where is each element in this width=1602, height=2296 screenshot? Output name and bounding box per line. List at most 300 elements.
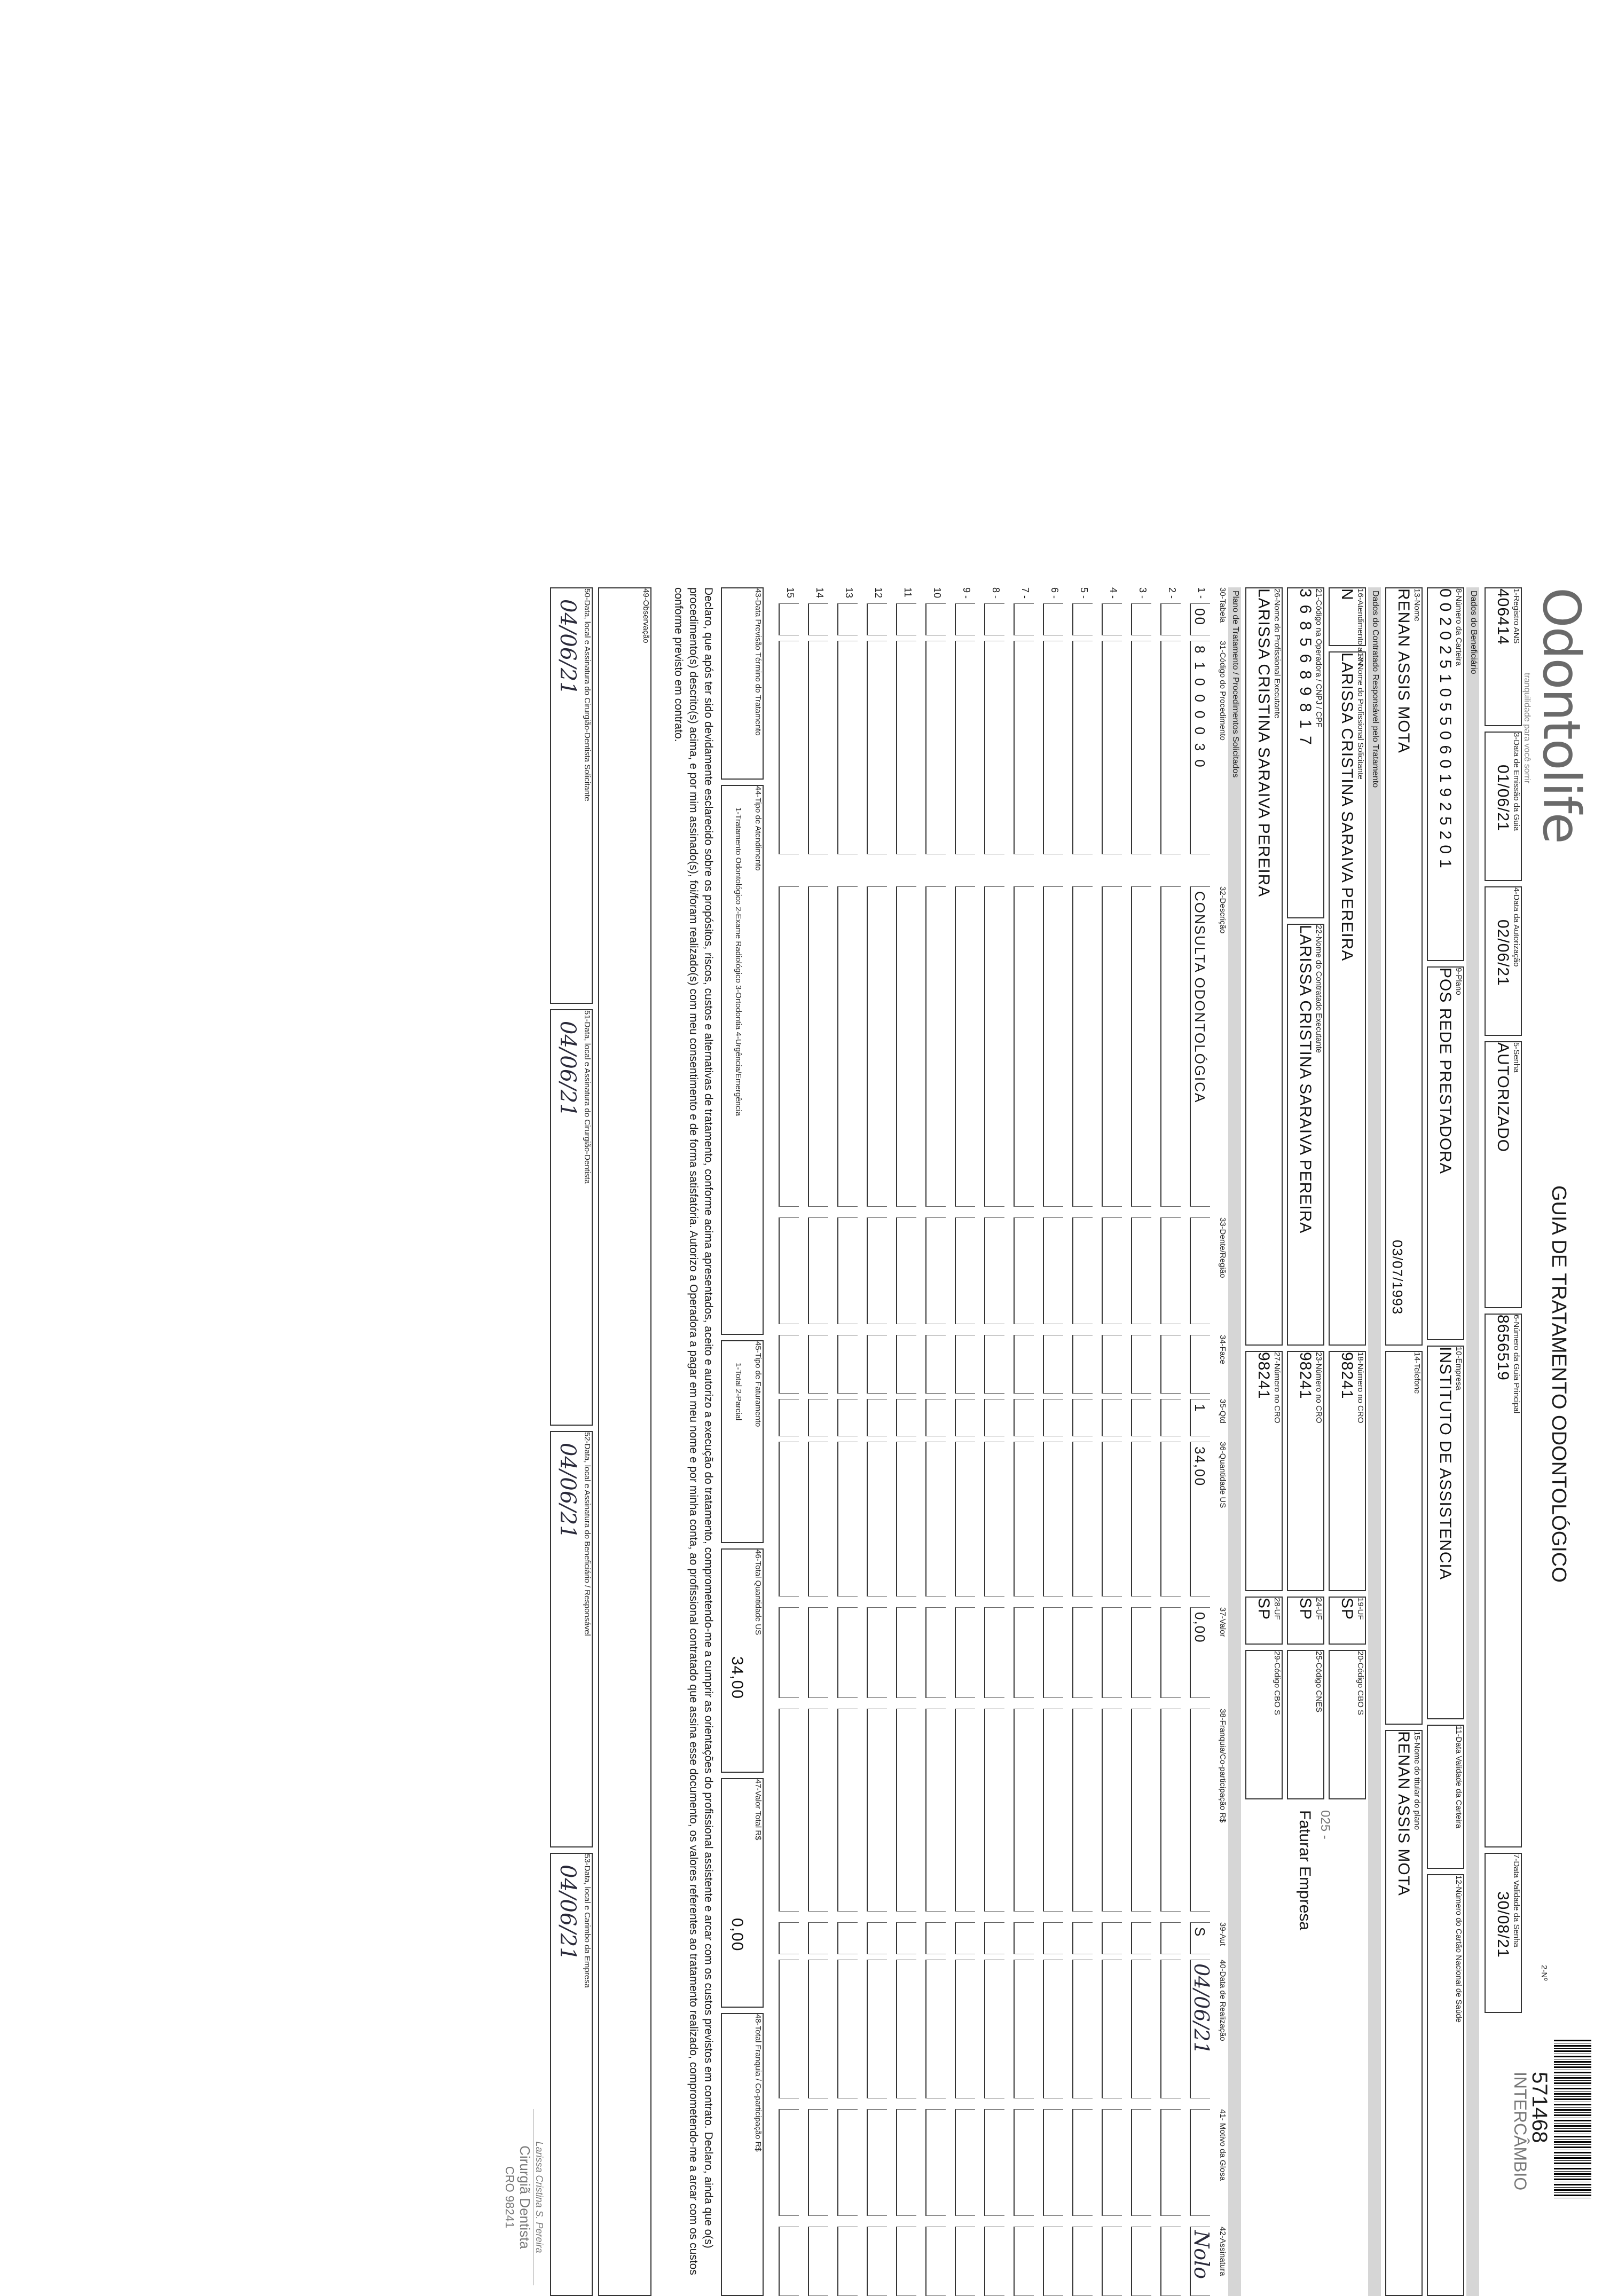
carteira-box bbox=[1427, 587, 1464, 961]
cell-qtd bbox=[1014, 1399, 1034, 1436]
cell-us bbox=[808, 1442, 828, 1597]
cell-franquia bbox=[1160, 1709, 1181, 1912]
row-number: 11 bbox=[902, 587, 913, 597]
stamp-cro: CRO 98241 bbox=[503, 2166, 516, 2229]
cell-codigo bbox=[1072, 641, 1093, 854]
cell-valor bbox=[808, 1607, 828, 1698]
cell-valor bbox=[955, 1607, 975, 1698]
sig53-box bbox=[550, 1853, 593, 2296]
cell-valor bbox=[984, 1607, 1004, 1698]
table-row bbox=[1067, 587, 1097, 2296]
cell-assinatura bbox=[984, 2227, 1004, 2296]
cell-glosa bbox=[1043, 2109, 1063, 2216]
cell-aut bbox=[1072, 1922, 1093, 1954]
cell-valor bbox=[1014, 1607, 1034, 1698]
header-qtd: 35-Qtd bbox=[1218, 1399, 1227, 1424]
cro23-label: 23-Número no CRO bbox=[1314, 1352, 1323, 1424]
cell-tabela bbox=[1131, 603, 1151, 635]
cell-assinatura bbox=[1131, 2227, 1151, 2296]
cell-franquia bbox=[837, 1709, 858, 1912]
cell-franquia bbox=[955, 1709, 975, 1912]
value-assinatura: Nolo bbox=[1190, 2230, 1213, 2279]
logo-tagline: tranquilidade para você sorrir bbox=[1522, 673, 1532, 784]
cell-codigo bbox=[1043, 641, 1063, 854]
cell-aut bbox=[1043, 1922, 1063, 1954]
cell-qtd bbox=[1190, 1399, 1210, 1436]
cell-descricao bbox=[896, 886, 916, 1207]
cell-data bbox=[1190, 1960, 1213, 2098]
cell-data bbox=[896, 1960, 916, 2098]
cell-data bbox=[1131, 1960, 1151, 2098]
cro-box bbox=[1329, 1351, 1366, 1591]
cell-face bbox=[955, 1335, 975, 1394]
cell-us bbox=[837, 1442, 858, 1597]
cell-assinatura bbox=[925, 2227, 946, 2296]
value-descricao: CONSULTA ODONTOLÓGICA bbox=[1192, 891, 1208, 1104]
uf24-box bbox=[1287, 1597, 1324, 1645]
cro27-box bbox=[1245, 1351, 1283, 1591]
cell-tabela bbox=[984, 603, 1004, 635]
cell-dente bbox=[896, 1217, 916, 1324]
cell-aut bbox=[1190, 1922, 1210, 1954]
valor-total-label: 47-Valor Total R$ bbox=[753, 1779, 763, 1841]
cell-us bbox=[1190, 1442, 1210, 1597]
cell-franquia bbox=[1131, 1709, 1151, 1912]
table-row bbox=[1009, 587, 1038, 2296]
plano-label: 9-Plano bbox=[1454, 968, 1463, 995]
cell-descricao bbox=[1072, 886, 1093, 1207]
prof-executante-label: 26-Nome do Profissional Executante bbox=[1273, 588, 1282, 719]
cell-descricao bbox=[1160, 886, 1181, 1207]
cell-franquia bbox=[984, 1709, 1004, 1912]
cell-assinatura bbox=[1190, 2227, 1213, 2296]
cell-glosa bbox=[808, 2109, 828, 2216]
cell-assinatura bbox=[1102, 2227, 1122, 2296]
plano-box bbox=[1427, 966, 1464, 1340]
row-number: 8 - bbox=[991, 587, 1001, 599]
table-row bbox=[862, 587, 891, 2296]
cell-aut bbox=[1131, 1922, 1151, 1954]
value-aut: S bbox=[1192, 1927, 1208, 1938]
dentist-stamp bbox=[502, 2109, 545, 2285]
logo-text: Odontolife bbox=[1532, 587, 1591, 843]
cell-descricao bbox=[925, 886, 946, 1207]
table-row bbox=[803, 587, 833, 2296]
sig50-date: 04/06/21 bbox=[555, 599, 580, 695]
cro27-label: 27-Número no CRO bbox=[1273, 1352, 1282, 1424]
cell-face bbox=[1160, 1335, 1181, 1394]
header-codigo: 31-Código do Procedimento bbox=[1218, 641, 1227, 741]
titular-box bbox=[1385, 1730, 1423, 2296]
cnes-label: 25-Código CNES bbox=[1314, 1651, 1323, 1713]
section-beneficiario: Dados do Beneficiário bbox=[1466, 587, 1479, 2296]
atendimento-rn-value: N bbox=[1338, 588, 1356, 601]
observacao-label: 49-Observação bbox=[641, 588, 650, 643]
cell-us bbox=[925, 1442, 946, 1597]
cnes-note-code: 025 - bbox=[1318, 1810, 1332, 1839]
guia-principal-value: 8656519 bbox=[1494, 1315, 1512, 1381]
row-number: 15 bbox=[785, 587, 796, 599]
table-row bbox=[1156, 587, 1185, 2296]
cell-glosa bbox=[779, 2109, 799, 2216]
cell-codigo bbox=[837, 641, 858, 854]
empresa-label: 10-Empresa bbox=[1454, 1347, 1463, 1390]
cell-data bbox=[808, 1960, 828, 2098]
cell-us bbox=[1131, 1442, 1151, 1597]
row-number: 7 - bbox=[1020, 587, 1031, 599]
cell-us bbox=[1072, 1442, 1093, 1597]
prof-solicitante-label: 17-Nome do Profissional Solicitante bbox=[1356, 652, 1365, 780]
cell-qtd bbox=[1160, 1399, 1181, 1436]
cell-face bbox=[896, 1335, 916, 1394]
value-qtd: 1 bbox=[1192, 1404, 1208, 1413]
cell-aut bbox=[837, 1922, 858, 1954]
registro-ans-label: 1-Registro ANS bbox=[1512, 588, 1521, 644]
cell-data bbox=[1072, 1960, 1093, 2098]
cell-aut bbox=[867, 1922, 887, 1954]
prof-solicitante-box bbox=[1329, 651, 1366, 1346]
cell-dente bbox=[925, 1217, 946, 1324]
cell-us bbox=[1160, 1442, 1181, 1597]
sig53-date: 04/06/21 bbox=[555, 1865, 580, 1961]
senha-box bbox=[1485, 1041, 1522, 1308]
cell-face bbox=[867, 1335, 887, 1394]
sig52-label: 52-Data, local e Assinatura do Beneficiário / Responsável bbox=[583, 1432, 592, 1636]
cro23-box bbox=[1287, 1351, 1324, 1591]
cell-face bbox=[837, 1335, 858, 1394]
sig51-box bbox=[550, 1009, 593, 1426]
senha-value: AUTORIZADO bbox=[1494, 1042, 1512, 1153]
cell-dente bbox=[955, 1217, 975, 1324]
cell-valor bbox=[867, 1607, 887, 1698]
cell-aut bbox=[896, 1922, 916, 1954]
cell-dente bbox=[808, 1217, 828, 1324]
cbo29-box bbox=[1245, 1650, 1283, 1799]
table-row bbox=[950, 587, 979, 2296]
cell-codigo bbox=[1131, 641, 1151, 854]
uf-box bbox=[1329, 1597, 1366, 1645]
row-number: 6 - bbox=[1049, 587, 1060, 599]
nome-box bbox=[1385, 587, 1423, 1346]
cell-qtd bbox=[984, 1399, 1004, 1436]
cell-assinatura bbox=[955, 2227, 975, 2296]
cell-tabela bbox=[925, 603, 946, 635]
row-number: 5 - bbox=[1079, 587, 1089, 599]
carteira-value: 00202510550601925201 bbox=[1436, 588, 1454, 874]
cell-us bbox=[984, 1442, 1004, 1597]
cell-data bbox=[837, 1960, 858, 2098]
sig50-label: 50-Data, local e Assinatura do Cirurgião-Dentista Solicitante bbox=[583, 588, 592, 801]
table-row bbox=[774, 587, 803, 2296]
data-emissao-box bbox=[1485, 732, 1522, 881]
value-codigo: 81000030 bbox=[1192, 646, 1208, 776]
row-number: 4 - bbox=[1108, 587, 1119, 599]
tipo-faturamento-options: 1-Total 2-Parcial bbox=[734, 1363, 743, 1421]
cell-qtd bbox=[955, 1399, 975, 1436]
cell-aut bbox=[1014, 1922, 1034, 1954]
cell-codigo bbox=[779, 641, 799, 854]
cell-descricao bbox=[837, 886, 858, 1207]
cell-face bbox=[1190, 1335, 1210, 1394]
cell-franquia bbox=[867, 1709, 887, 1912]
table-row bbox=[891, 587, 921, 2296]
cell-qtd bbox=[925, 1399, 946, 1436]
cell-descricao bbox=[955, 886, 975, 1207]
cell-tabela bbox=[1190, 603, 1210, 635]
cell-data bbox=[984, 1960, 1004, 2098]
row-number: 12 bbox=[873, 587, 884, 599]
valor-total-value: 0,00 bbox=[728, 1918, 746, 1952]
nome-label: 13-Nome bbox=[1412, 588, 1422, 622]
data-autorizacao-label: 4-Data da Autorização bbox=[1512, 887, 1521, 967]
tipo-atendimento-label: 44-Tipo de Atendimento bbox=[753, 786, 763, 871]
guia-principal-label: 6-Número da Guia Principal bbox=[1512, 1315, 1521, 1414]
cell-dente bbox=[1043, 1217, 1063, 1324]
cell-franquia bbox=[925, 1709, 946, 1912]
cro27-value: 98241 bbox=[1255, 1352, 1273, 1399]
previsao-label: 43-Data Previsão Término do Tratamento bbox=[753, 588, 763, 736]
tipo-atendimento-options: 1-Tratamento Odontológico 2-Exame Radiológico 3-Ortodontia 4-Urgência/Emergência bbox=[734, 807, 743, 1116]
cell-face bbox=[1014, 1335, 1034, 1394]
codigo-operadora-box bbox=[1287, 587, 1324, 918]
header-face: 34-Face bbox=[1218, 1335, 1227, 1365]
cell-franquia bbox=[808, 1709, 828, 1912]
table-row bbox=[1097, 587, 1126, 2296]
uf24-value: SP bbox=[1297, 1598, 1314, 1621]
cell-aut bbox=[1102, 1922, 1122, 1954]
cell-glosa bbox=[896, 2109, 916, 2216]
cnes-box bbox=[1287, 1650, 1324, 1799]
cell-face bbox=[1043, 1335, 1063, 1394]
guide-type: INTERCÂMBIO bbox=[1511, 2072, 1530, 2191]
cell-franquia bbox=[1102, 1709, 1122, 1912]
data-emissao-label: 3-Data de Emissão da Guia bbox=[1512, 733, 1521, 831]
cell-tabela bbox=[779, 603, 799, 635]
cell-glosa bbox=[1072, 2109, 1093, 2216]
table-row bbox=[921, 587, 950, 2296]
cell-franquia bbox=[1043, 1709, 1063, 1912]
cell-assinatura bbox=[808, 2227, 828, 2296]
total-us-value: 34,00 bbox=[728, 1656, 746, 1700]
stamp-name: Larissa Cristina S. Pereira bbox=[533, 2109, 545, 2285]
cell-dente bbox=[1102, 1217, 1122, 1324]
data-autorizacao-value: 02/06/21 bbox=[1494, 919, 1512, 986]
cell-us bbox=[1014, 1442, 1034, 1597]
cell-qtd bbox=[867, 1399, 887, 1436]
validade-senha-label: 7-Data Validade da Senha bbox=[1512, 1854, 1521, 1947]
registro-ans-value: 406414 bbox=[1494, 588, 1512, 646]
cell-tabela bbox=[837, 603, 858, 635]
cell-qtd bbox=[779, 1399, 799, 1436]
cell-dente bbox=[1072, 1217, 1093, 1324]
prof-executante-box bbox=[1245, 587, 1283, 1346]
cell-aut bbox=[808, 1922, 828, 1954]
cell-glosa bbox=[1102, 2109, 1122, 2216]
cell-descricao bbox=[779, 886, 799, 1207]
table-row bbox=[1038, 587, 1067, 2296]
row-number: 2 - bbox=[1167, 587, 1177, 599]
cell-data bbox=[1160, 1960, 1181, 2098]
sig51-label: 51-Data, local e Assinatura do Cirurgião-Dentista bbox=[583, 1010, 592, 1184]
cell-dente bbox=[1190, 1217, 1210, 1324]
cell-qtd bbox=[837, 1399, 858, 1436]
cell-tabela bbox=[955, 603, 975, 635]
procedures-table bbox=[771, 587, 1214, 2296]
cell-dente bbox=[1014, 1217, 1034, 1324]
cell-codigo bbox=[984, 641, 1004, 854]
guide-number-label: 2-Nº bbox=[1540, 1965, 1549, 1981]
cell-assinatura bbox=[1014, 2227, 1034, 2296]
cell-glosa bbox=[984, 2109, 1004, 2216]
cell-codigo bbox=[1102, 641, 1122, 854]
previsao-box bbox=[721, 587, 764, 780]
cell-valor bbox=[1131, 1607, 1151, 1698]
plano-value: POS REDE PRESTADORA bbox=[1436, 968, 1454, 1174]
page-title: GUIA DE TRATAMENTO ODONTOLÓGICO bbox=[1548, 1185, 1570, 1583]
cell-assinatura bbox=[837, 2227, 858, 2296]
row-number: 3 - bbox=[1137, 587, 1148, 599]
validade-carteira-box bbox=[1427, 1725, 1464, 1869]
table-row bbox=[1126, 587, 1156, 2296]
stamp-title: Cirurgiã Dentista bbox=[517, 2145, 533, 2249]
tipo-faturamento-label: 45-Tipo de Faturamento bbox=[753, 1341, 763, 1427]
cell-us bbox=[779, 1442, 799, 1597]
cell-dente bbox=[779, 1217, 799, 1324]
cell-valor bbox=[1072, 1607, 1093, 1698]
declaration-text: Declaro, que após ter sido devidamente esclarecido sobre os propósitos, riscos, custos e alternativas de tratamento, conforme acima apresentados, aceito e autorizo a execução do tratamento, comprometendo-me a cumprir as orientações do profissional assistente e arcar com os custos previstos em contrato. Declaro, ainda que o(s) procedimento(s) descrito(s) acima, e por mim assinado(s), foi/foram realizado(s) com meu consentimento e de forma satisfatória. Autorizo a Operadora a pagar em meu nome e por minha conta, ao profissional contratado que assina esse documento, os valores referentes ao tratamento realizado, comprometendo-me a arcar com os custos conforme previsto em contrato. bbox=[672, 587, 714, 2275]
cell-valor bbox=[1160, 1607, 1181, 1698]
cell-glosa bbox=[1014, 2109, 1034, 2216]
cell-glosa bbox=[925, 2109, 946, 2216]
section-contratado: Dados do Contratado Responsável pelo Tratamento bbox=[1368, 587, 1381, 2296]
prof-solicitante-value: LARISSA CRISTINA SARAIVA PEREIRA bbox=[1338, 652, 1356, 962]
uf-value: SP bbox=[1338, 1598, 1356, 1621]
cell-face bbox=[808, 1335, 828, 1394]
section-procedimentos: Plano de Tratamento / Procedimentos Solicitados bbox=[1228, 587, 1241, 2296]
cell-data bbox=[1102, 1960, 1122, 2098]
row-number: 1 - bbox=[1196, 587, 1207, 599]
cell-franquia bbox=[1190, 1709, 1210, 1912]
cell-qtd bbox=[896, 1399, 916, 1436]
cell-assinatura bbox=[779, 2227, 799, 2296]
cell-assinatura bbox=[1043, 2227, 1063, 2296]
nome-value: RENAN ASSIS MOTA bbox=[1395, 588, 1412, 753]
valor-total-box bbox=[721, 1778, 764, 2008]
codigo-operadora-label: 21-Código na Operadora / CNPJ / CPF bbox=[1314, 588, 1323, 728]
cell-descricao bbox=[1131, 886, 1151, 1207]
sig53-label: 53-Data, local e Carimbo da Empresa bbox=[583, 1854, 592, 1988]
sig52-box bbox=[550, 1431, 593, 1847]
titular-value: RENAN ASSIS MOTA bbox=[1395, 1731, 1412, 1896]
cell-dente bbox=[1160, 1217, 1181, 1324]
sig51-date: 04/06/21 bbox=[555, 1021, 580, 1117]
carteira-label: 8-Número da Carteira bbox=[1454, 588, 1463, 666]
titular-label: 15-Nome do titular do plano bbox=[1412, 1731, 1422, 1830]
cell-qtd bbox=[1072, 1399, 1093, 1436]
total-us-label: 46-Total Quantidade US bbox=[753, 1550, 763, 1635]
total-franquia-label: 48-Total Franquia / Co-participação R$ bbox=[753, 2014, 763, 2152]
contratado-label: 22-Nome do Contratado Executante bbox=[1314, 925, 1323, 1053]
cell-face bbox=[925, 1335, 946, 1394]
data-autorizacao-box bbox=[1485, 886, 1522, 1036]
row-number: 14 bbox=[814, 587, 825, 599]
cell-descricao bbox=[1043, 886, 1063, 1207]
telefone-box bbox=[1385, 1351, 1423, 1725]
cell-assinatura bbox=[867, 2227, 887, 2296]
header-valor: 37-Valor bbox=[1218, 1607, 1227, 1637]
header-franquia: 38-Franquia/Co-participação R$ bbox=[1218, 1709, 1227, 1823]
cro-label: 18-Número no CRO bbox=[1356, 1352, 1365, 1424]
atendimento-rn-box bbox=[1329, 587, 1366, 666]
codigo-operadora-value: 3685689817 bbox=[1297, 588, 1314, 752]
cell-us bbox=[1043, 1442, 1063, 1597]
cell-valor bbox=[896, 1607, 916, 1698]
value-us: 34,00 bbox=[1192, 1446, 1208, 1487]
cns-box bbox=[1427, 1874, 1464, 2296]
cell-face bbox=[779, 1335, 799, 1394]
cell-glosa bbox=[1190, 2109, 1210, 2216]
cell-codigo bbox=[1190, 641, 1210, 854]
cell-codigo bbox=[1014, 641, 1034, 854]
cell-face bbox=[1072, 1335, 1093, 1394]
cell-assinatura bbox=[1160, 2227, 1181, 2296]
cell-valor bbox=[837, 1607, 858, 1698]
cell-glosa bbox=[867, 2109, 887, 2216]
uf28-label: 28-UF bbox=[1273, 1598, 1282, 1620]
cell-codigo bbox=[925, 641, 946, 854]
cell-descricao bbox=[1102, 886, 1122, 1207]
validade-carteira-label: 11-Data Validade da Carteira bbox=[1454, 1726, 1463, 1829]
cell-data bbox=[1043, 1960, 1063, 2098]
row-number: 9 - bbox=[961, 587, 972, 599]
cell-us bbox=[867, 1442, 887, 1597]
cell-franquia bbox=[1014, 1709, 1034, 1912]
cell-aut bbox=[1160, 1922, 1181, 1954]
senha-label: 5-Senha bbox=[1512, 1042, 1521, 1073]
cell-us bbox=[1102, 1442, 1122, 1597]
cell-codigo bbox=[808, 641, 828, 854]
cell-dente bbox=[837, 1217, 858, 1324]
cell-codigo bbox=[955, 641, 975, 854]
cell-data bbox=[867, 1960, 887, 2098]
contratado-value: LARISSA CRISTINA SARAIVA PEREIRA bbox=[1297, 925, 1314, 1234]
cell-tabela bbox=[808, 603, 828, 635]
cell-franquia bbox=[896, 1709, 916, 1912]
cell-qtd bbox=[1102, 1399, 1122, 1436]
table-row bbox=[979, 587, 1009, 2296]
cell-assinatura bbox=[1072, 2227, 1093, 2296]
cell-glosa bbox=[1160, 2109, 1181, 2216]
total-us-box bbox=[721, 1548, 764, 1773]
cbo-box bbox=[1329, 1650, 1366, 1799]
cell-tabela bbox=[1014, 603, 1034, 635]
cell-face bbox=[1131, 1335, 1151, 1394]
cell-data bbox=[779, 1960, 799, 2098]
header-descricao: 32-Descrição bbox=[1218, 886, 1227, 934]
cell-glosa bbox=[1131, 2109, 1151, 2216]
cbo29-label: 29-Código CBO S bbox=[1273, 1651, 1282, 1716]
cell-valor bbox=[1102, 1607, 1122, 1698]
cell-glosa bbox=[955, 2109, 975, 2216]
tipo-atendimento-box bbox=[721, 785, 764, 1335]
cell-tabela bbox=[867, 603, 887, 635]
procedures-header-row bbox=[1214, 587, 1227, 2296]
cell-qtd bbox=[1131, 1399, 1151, 1436]
cell-tabela bbox=[1102, 603, 1122, 635]
header-aut: 39-Aut bbox=[1218, 1922, 1227, 1946]
empresa-value: INSTITUTO DE ASSISTENCIA bbox=[1436, 1347, 1454, 1580]
cell-descricao bbox=[1190, 886, 1210, 1207]
